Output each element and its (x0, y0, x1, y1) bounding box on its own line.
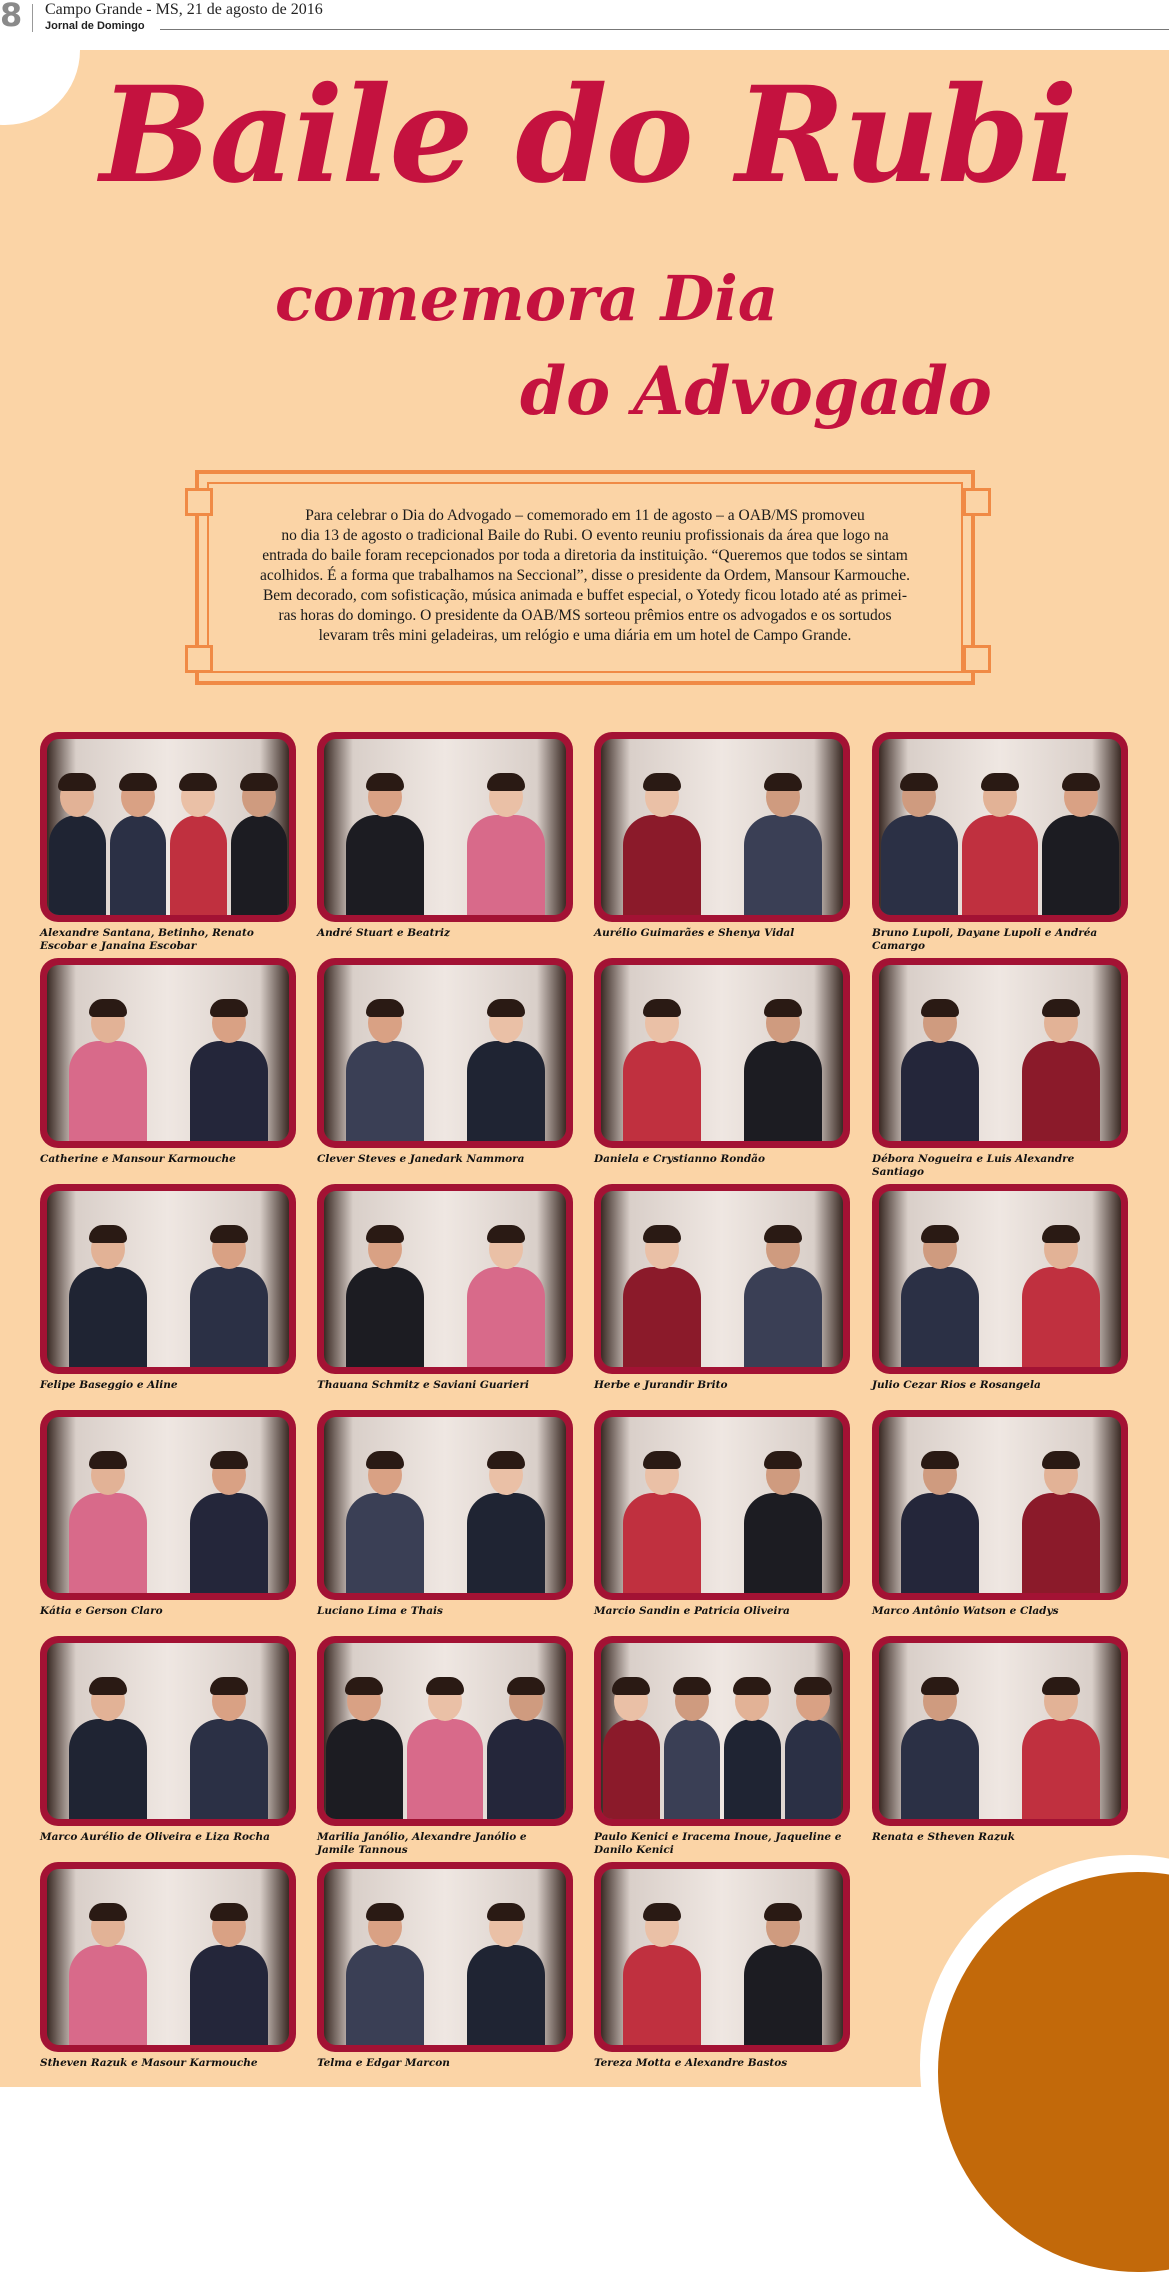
intro-line: Bem decorado, com sofisticação, música animada e buffet especial, o Yotedy ficou lotado até as primei- (262, 587, 908, 604)
event-photo (317, 1184, 573, 1374)
person-figure (962, 777, 1039, 915)
person-figure (467, 1907, 545, 2045)
person-figure (346, 1455, 424, 1593)
photo-caption: Alexandre Santana, Betinho, Renato Escobar e Janaina Escobar (40, 927, 254, 952)
frame-ornament (185, 488, 213, 516)
person-figure (190, 1455, 268, 1593)
photo-caption: Clever Steves e Janedark Nammora (317, 1153, 525, 1165)
photo-caption: Débora Nogueira e Luis Alexandre Santiago (872, 1153, 1075, 1178)
event-photo (40, 1184, 296, 1374)
person-figure (346, 1907, 424, 2045)
photo-image (324, 965, 566, 1141)
event-photo (40, 1636, 296, 1826)
newspaper-name: Jornal de Domingo (45, 20, 145, 32)
person-figure (664, 1681, 721, 1819)
photo-image (601, 1417, 843, 1593)
event-photo (40, 732, 296, 922)
person-figure (744, 1455, 822, 1593)
person-figure (1022, 1003, 1100, 1141)
person-figure (467, 777, 545, 915)
photo-caption: Aurélio Guimarães e Shenya Vidal (594, 927, 795, 939)
event-photo (40, 1410, 296, 1600)
person-figure (623, 1229, 701, 1367)
person-figure (49, 777, 106, 915)
page-header (0, 0, 1169, 48)
person-figure (901, 1455, 979, 1593)
person-figure (346, 1229, 424, 1367)
event-photo (317, 1410, 573, 1600)
photo-image (324, 739, 566, 915)
person-figure (69, 1003, 147, 1141)
photo-caption: Marcio Sandin e Patricia Oliveira (594, 1605, 790, 1617)
person-figure (69, 1229, 147, 1367)
person-figure (724, 1681, 781, 1819)
intro-line: acolhidos. É a forma que trabalhamos na Seccional”, disse o presidente da Ordem, Mansour Karmouche. (260, 567, 910, 584)
photo-image (47, 1643, 289, 1819)
person-figure (69, 1681, 147, 1819)
event-photo (40, 1862, 296, 2052)
header-rule (160, 29, 1169, 30)
photo-caption: Bruno Lupoli, Dayane Lupoli e Andréa Camargo (872, 927, 1098, 952)
article-subtitle-line-2: do Advogado (520, 352, 992, 430)
person-figure (346, 1003, 424, 1141)
person-figure (623, 1455, 701, 1593)
person-figure (190, 1003, 268, 1141)
person-figure (110, 777, 167, 915)
person-figure (901, 1681, 979, 1819)
page-number: 8 (0, 0, 23, 34)
photo-caption: Marilia Janólio, Alexandre Janólio e Jamile Tannous (317, 1831, 527, 1856)
photo-caption: Marco Aurélio de Oliveira e Liza Rocha (40, 1831, 270, 1843)
photo-image (47, 965, 289, 1141)
person-figure (170, 777, 227, 915)
photo-image (601, 739, 843, 915)
photo-image (601, 1869, 843, 2045)
header-separator (32, 4, 33, 32)
intro-line: ras horas do domingo. O presidente da OAB/MS sorteou prêmios entre os advogados e os sortudos (278, 607, 892, 624)
photo-image (47, 739, 289, 915)
article-subtitle-line-1: comemora Dia (275, 262, 779, 335)
intro-line: no dia 13 de agosto o tradicional Baile do Rubi. O evento reuniu profissionais da área que logo na (281, 527, 889, 544)
photo-image (879, 965, 1121, 1141)
event-photo (872, 1636, 1128, 1826)
photo-image (47, 1869, 289, 2045)
person-figure (744, 1907, 822, 2045)
photo-caption: Daniela e Crystianno Rondão (594, 1153, 765, 1165)
event-photo (317, 958, 573, 1148)
photo-image (879, 739, 1121, 915)
frame-ornament (963, 488, 991, 516)
person-figure (744, 777, 822, 915)
event-photo (317, 1862, 573, 2052)
photo-caption: Tereza Motta e Alexandre Bastos (594, 2057, 788, 2069)
photo-image (324, 1417, 566, 1593)
person-figure (467, 1455, 545, 1593)
dateline: Campo Grande - MS, 21 de agosto de 2016 (45, 1, 323, 18)
photo-caption: Stheven Razuk e Masour Karmouche (40, 2057, 258, 2069)
event-photo (872, 958, 1128, 1148)
person-figure (190, 1907, 268, 2045)
photo-image (324, 1191, 566, 1367)
photo-caption: Thauana Schmitz e Saviani Guarieri (317, 1379, 529, 1391)
frame-ornament (185, 645, 213, 673)
photo-caption: André Stuart e Beatriz (317, 927, 450, 939)
event-photo (594, 958, 850, 1148)
person-figure (623, 1907, 701, 2045)
event-photo (872, 1410, 1128, 1600)
event-photo (872, 732, 1128, 922)
person-figure (1022, 1681, 1100, 1819)
photo-image (47, 1417, 289, 1593)
person-figure (1022, 1455, 1100, 1593)
person-figure (785, 1681, 842, 1819)
person-figure (69, 1455, 147, 1593)
photo-caption: Kátia e Gerson Claro (40, 1605, 163, 1617)
intro-line: Para celebrar o Dia do Advogado – comemorado em 11 de agosto – a OAB/MS promoveu (305, 507, 865, 524)
photo-caption: Catherine e Mansour Karmouche (40, 1153, 236, 1165)
photo-caption: Luciano Lima e Thais (317, 1605, 443, 1617)
person-figure (467, 1003, 545, 1141)
person-figure (744, 1229, 822, 1367)
photo-caption: Julio Cezar Rios e Rosangela (872, 1379, 1041, 1391)
article-title: Baile do Rubi (100, 58, 1076, 213)
person-figure (190, 1229, 268, 1367)
event-photo (317, 732, 573, 922)
intro-line: levaram três mini geladeiras, um relógio e uma diária em um hotel de Campo Grande. (318, 627, 852, 644)
frame-ornament (963, 645, 991, 673)
person-figure (901, 1229, 979, 1367)
photo-caption: Herbe e Jurandir Brito (594, 1379, 728, 1391)
photo-image (324, 1869, 566, 2045)
event-photo (317, 1636, 573, 1826)
person-figure (346, 777, 424, 915)
photo-image (601, 1191, 843, 1367)
person-figure (326, 1681, 403, 1819)
event-photo (594, 1184, 850, 1374)
event-photo (594, 1862, 850, 2052)
person-figure (467, 1229, 545, 1367)
event-photo (872, 1184, 1128, 1374)
person-figure (190, 1681, 268, 1819)
event-photo (594, 1410, 850, 1600)
event-photo (594, 732, 850, 922)
photo-caption: Marco Antônio Watson e Cladys (872, 1605, 1059, 1617)
event-photo (40, 958, 296, 1148)
person-figure (1022, 1229, 1100, 1367)
person-figure (744, 1003, 822, 1141)
person-figure (407, 1681, 484, 1819)
person-figure (603, 1681, 660, 1819)
person-figure (881, 777, 958, 915)
person-figure (69, 1907, 147, 2045)
photo-image (879, 1417, 1121, 1593)
intro-line: entrada do baile foram recepcionados por toda a diretoria da instituição. “Queremos que todos se sintam (262, 547, 908, 564)
person-figure (901, 1003, 979, 1141)
photo-image (601, 1643, 843, 1819)
photo-caption: Renata e Stheven Razuk (872, 1831, 1015, 1843)
person-figure (231, 777, 288, 915)
photo-image (879, 1643, 1121, 1819)
event-photo (594, 1636, 850, 1826)
person-figure (623, 1003, 701, 1141)
photo-image (879, 1191, 1121, 1367)
photo-caption: Paulo Kenici e Iracema Inoue, Jaqueline e Danilo Kenici (594, 1831, 842, 1856)
photo-caption: Telma e Edgar Marcon (317, 2057, 450, 2069)
photo-caption: Felipe Baseggio e Aline (40, 1379, 178, 1391)
intro-text (230, 506, 940, 646)
photo-image (601, 965, 843, 1141)
person-figure (487, 1681, 564, 1819)
person-figure (1042, 777, 1119, 915)
photo-image (47, 1191, 289, 1367)
photo-image (324, 1643, 566, 1819)
person-figure (623, 777, 701, 915)
